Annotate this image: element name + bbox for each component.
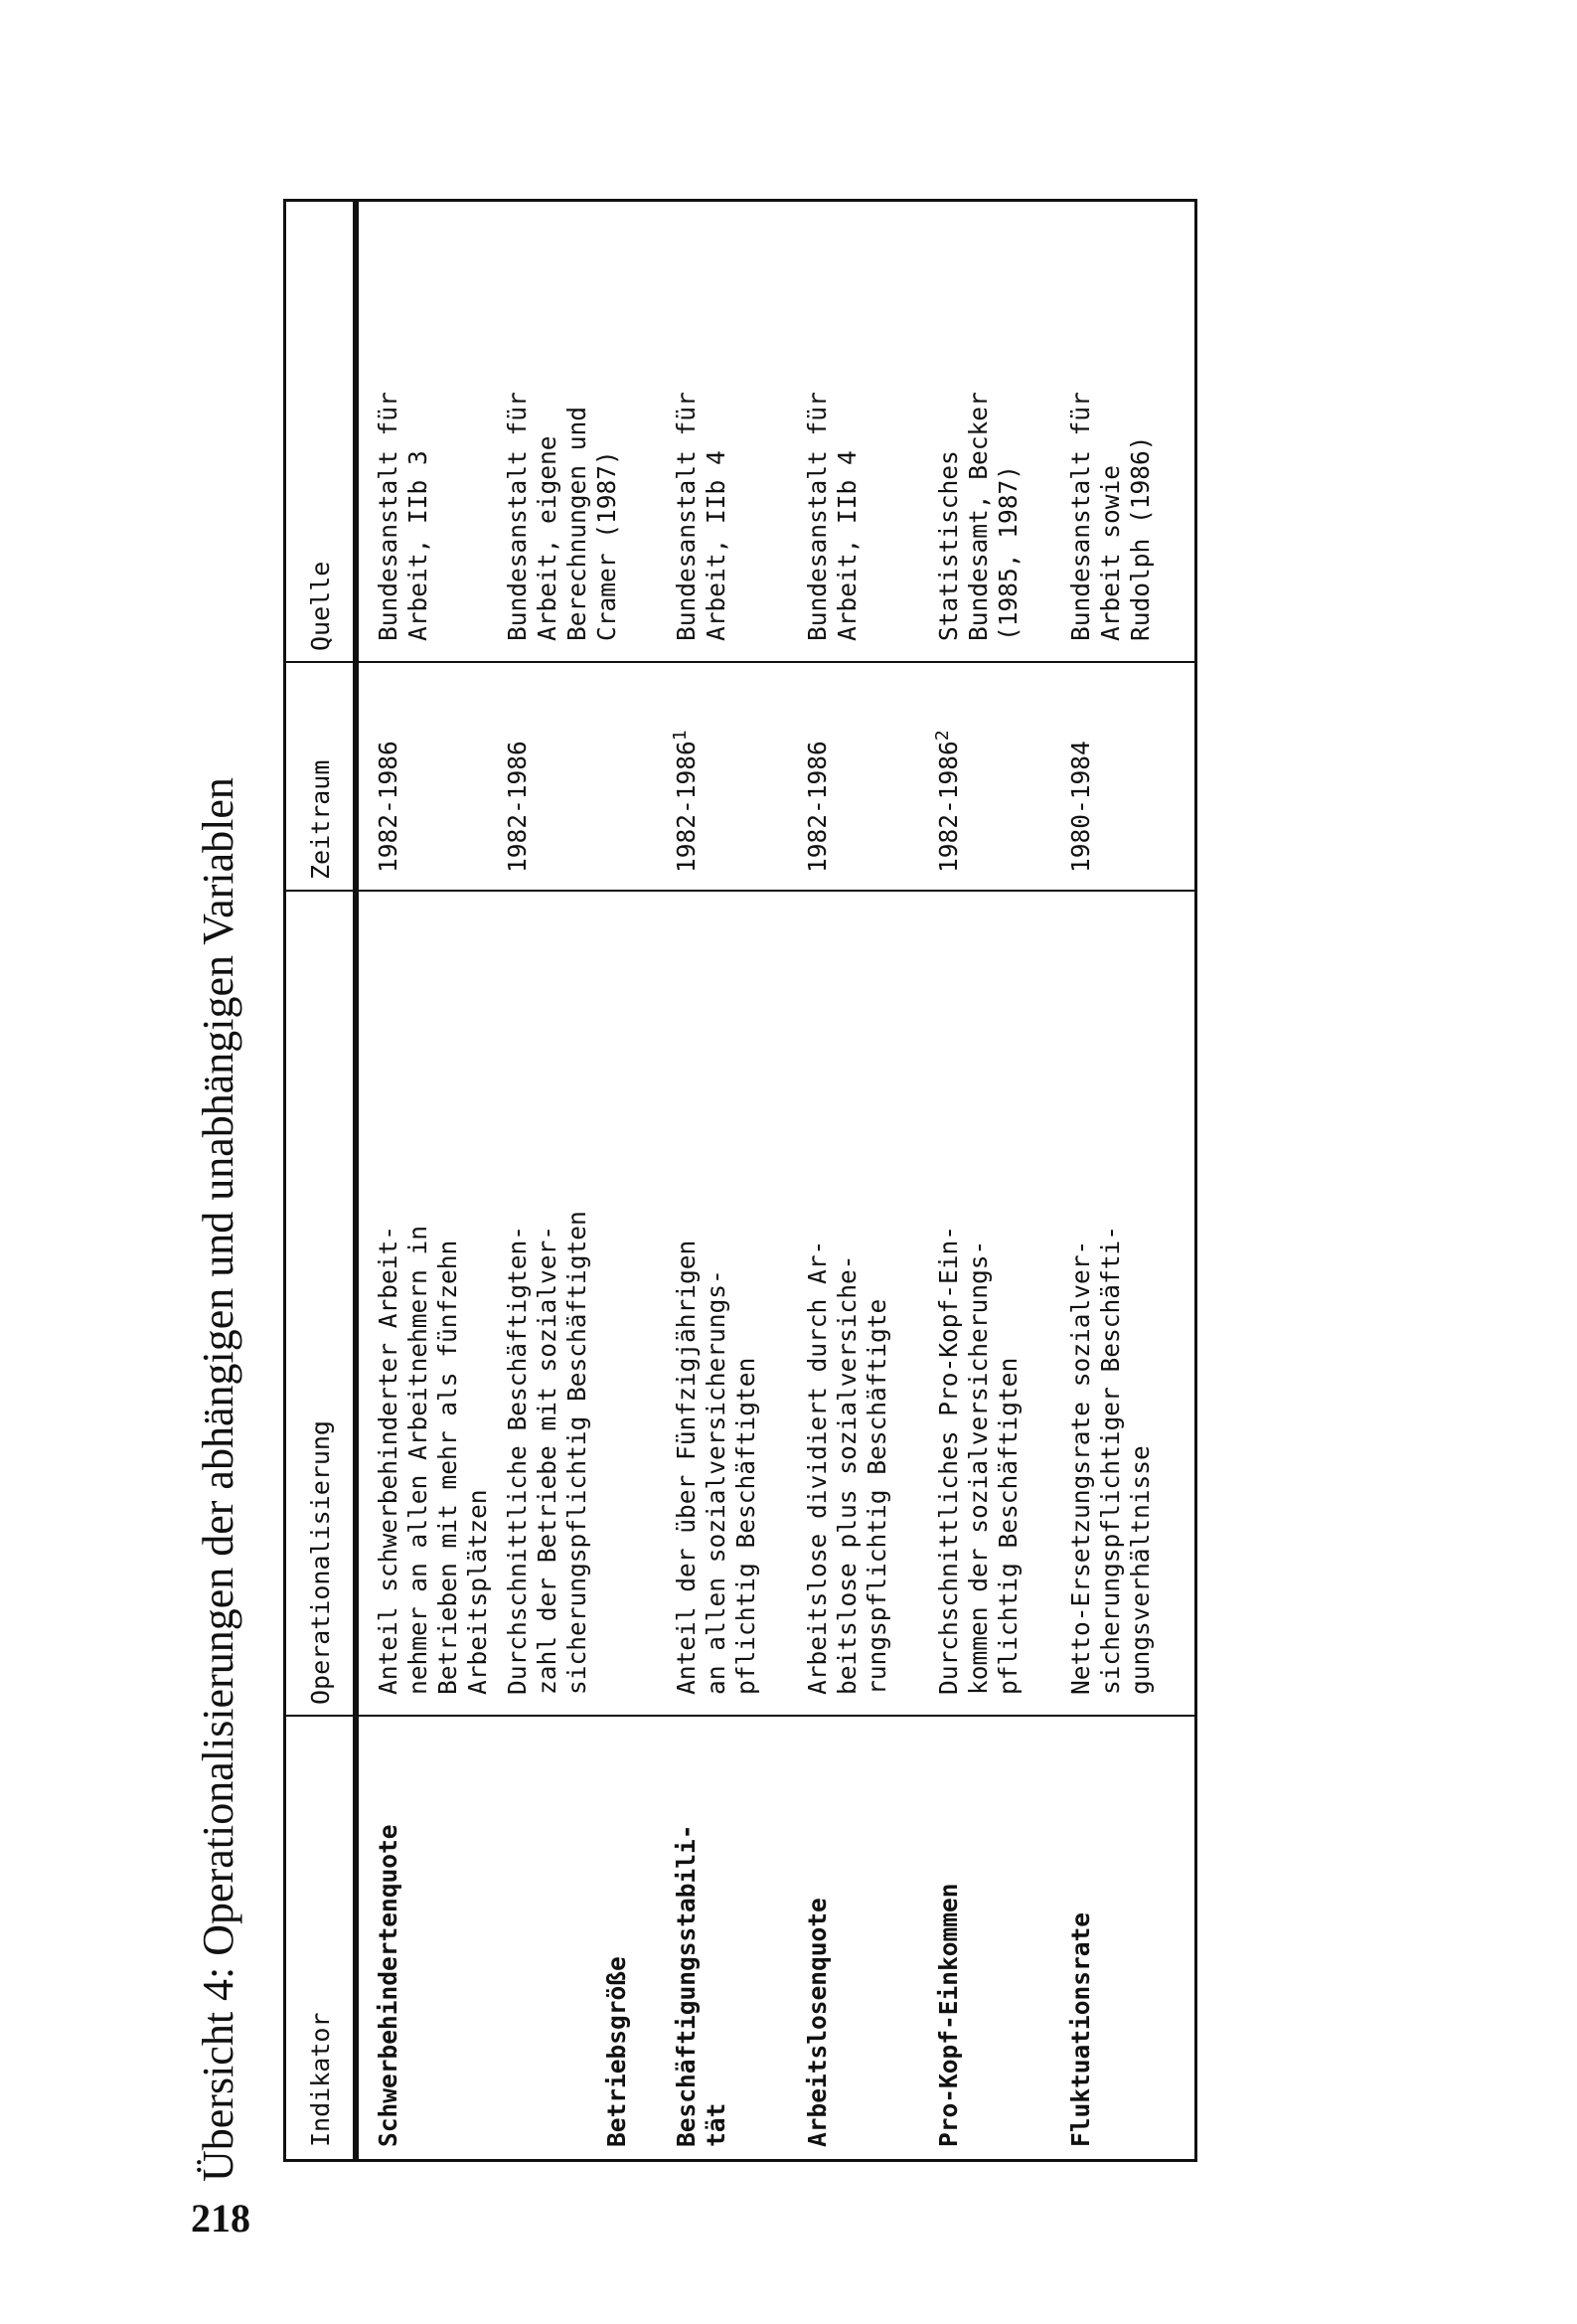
variables-table [283, 199, 1197, 2162]
cell-operationalisierung: Arbeitslose dividiert durch Ar- beitslose plus sozialversiche- rungspflichtig Beschäftigte [803, 1240, 891, 1695]
cell-zeitraum [374, 654, 403, 885]
column-divider [286, 1715, 1194, 1717]
table-caption: Übersicht 4: Operationalisierungen der abhängigen und unabhängigen Variablen [194, 777, 242, 2182]
cell-indikator: Arbeitslosenquote [803, 1898, 832, 2147]
footnote-marker: 2 [931, 730, 953, 742]
cell-zeitraum [1066, 654, 1096, 885]
cell-indikator: Betriebsgröße [602, 1956, 631, 2147]
cell-indikator: Schwerbehindertenquote [374, 1824, 402, 2147]
cell-operationalisierung: Anteil der über Fünfzigjährigen an allen sozialversicherungs- pflichtig Beschäftigten [672, 1240, 760, 1695]
cell-zeitraum [931, 654, 964, 885]
cell-indikator: Pro-Kopf-Einkommen [934, 1883, 963, 2147]
header-indikator: Indikator [286, 1717, 356, 2159]
cell-operationalisierung: Anteil schwerbehinderter Arbeit- nehmer an allen Arbeitnehmern in Betrieben mit mehr als fünfzehn Arbeitsplätzen [374, 1225, 492, 1695]
zeitraum-text: 1982-1986 [374, 741, 402, 873]
cell-indikator: Fluktuationsrate [1066, 1911, 1095, 2147]
cell-quelle: Bundesanstalt für Arbeit, IIb 4 [803, 392, 862, 641]
cell-quelle: Bundesanstalt für Arbeit, IIb 3 [374, 392, 432, 641]
footnote-marker: 1 [669, 730, 691, 742]
cell-quelle: Bundesanstalt für Arbeit, eigene Berechnungen und Cramer (1987) [503, 392, 621, 641]
cell-indikator: Beschäftigungsstabili- tät [672, 1824, 730, 2147]
cell-quelle: Bundesanstalt für Arbeit, IIb 4 [672, 392, 730, 641]
column-divider [286, 661, 1194, 663]
cell-zeitraum [803, 654, 833, 885]
zeitraum-text: 1982-1986 [503, 741, 532, 873]
page-number: 218 [191, 2196, 250, 2241]
cell-operationalisierung: Durchschnittliche Beschäftigten- zahl der Betriebe mit sozialver- sicherungspflichtig Beschäftigten [503, 1211, 591, 1695]
header-quelle: Quelle [286, 201, 356, 663]
cell-quelle: Statistisches Bundesamt, Becker (1985, 1987) [934, 392, 1023, 641]
cell-zeitraum [669, 654, 702, 885]
cell-quelle: Bundesanstalt für Arbeit sowie Rudolph (1986) [1066, 392, 1155, 641]
header-operationalisierung: Operationalisierung [286, 892, 356, 1717]
rotated-table-page [189, 174, 1202, 2202]
cell-operationalisierung: Durchschnittliches Pro-Kopf-Ein- kommen der sozialversicherungs- pflichtig Beschäftigten [934, 1225, 1023, 1695]
zeitraum-text: 1982-1986 [803, 741, 832, 873]
header-divider [356, 202, 359, 2159]
zeitraum-text: 1980-1984 [1066, 741, 1095, 873]
cell-zeitraum [503, 654, 533, 885]
header-zeitraum: Zeitraum [286, 663, 356, 892]
cell-operationalisierung: Netto-Ersetzungsrate sozialver- sicherungspflichtiger Beschäfti- gungsverhältnisse [1066, 1225, 1155, 1695]
zeitraum-text: 1982-1986 [934, 741, 963, 873]
zeitraum-text: 1982-1986 [672, 741, 701, 873]
